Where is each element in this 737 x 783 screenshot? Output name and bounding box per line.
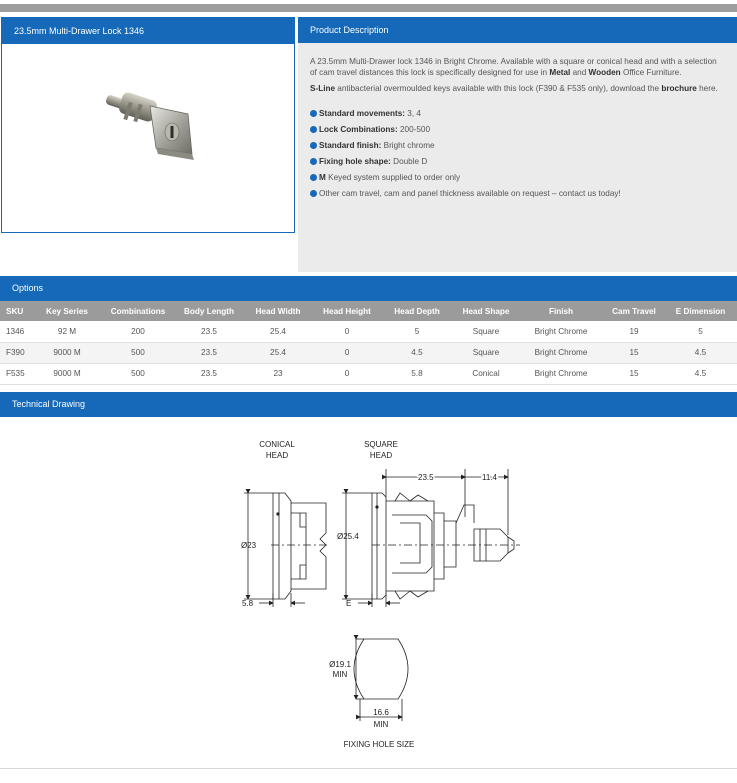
bullet-value: 3, 4 [405, 109, 421, 118]
desc-text: antibacterial overmoulded keys available with this lock (F390 & F535 only), download the [335, 84, 662, 93]
feature-list [310, 108, 723, 199]
cell-body-length: 23.5 [176, 363, 242, 384]
square-label-line1: SQUARE [364, 440, 398, 449]
table-row [0, 363, 737, 384]
cell-head-height: 0 [314, 321, 380, 342]
screw-dot [276, 512, 279, 515]
list-item [310, 140, 723, 151]
dim-191-label-line2: MIN [332, 670, 348, 679]
cell-head-width: 23 [242, 363, 314, 384]
cell-key-series: 9000 M [34, 363, 100, 384]
cell-head-height: 0 [314, 363, 380, 384]
fixing-hole-caption: FIXING HOLE SIZE [343, 740, 415, 749]
cell-key-series: 92 M [34, 321, 100, 342]
dim-191-label-line1: Ø19.1 [329, 660, 351, 669]
dim-58-label: 5.8 [242, 599, 254, 608]
cell-cam-travel: 15 [604, 342, 664, 363]
description-paragraph-2 [310, 83, 723, 94]
col-body-length: Body Length [176, 301, 242, 321]
screw-dot [375, 505, 378, 508]
description-body [298, 43, 737, 199]
desc-text: Office Furniture. [620, 68, 682, 77]
list-item [310, 172, 723, 183]
conical-label-line1: CONICAL [259, 440, 295, 449]
cell-head-width: 25.4 [242, 321, 314, 342]
dim-235-label: 23.5 [418, 473, 434, 482]
conical-label-line2: HEAD [265, 451, 289, 460]
table-header-row [0, 301, 737, 321]
cell-e-dimension: 4.5 [664, 342, 737, 363]
description-paragraph-1 [310, 56, 723, 78]
dim-254-label: Ø25.4 [337, 532, 359, 541]
cell-body-length: 23.5 [176, 321, 242, 342]
bullet-value: Bright chrome [381, 141, 435, 150]
bullet-label: M [319, 173, 326, 182]
table-row [0, 321, 737, 342]
cell-head-width: 25.4 [242, 342, 314, 363]
col-sku: SKU [0, 301, 34, 321]
desc-text: here. [696, 84, 718, 93]
desc-text: A 23.5mm Multi-Drawer lock 1346 in Bright Chrome. Available with a square or conical head and with a selection of cam travel distances this lock is specifically designed for use in [310, 57, 717, 77]
bullet-value: Other cam travel, cam and panel thickness available on request – contact us today! [319, 189, 621, 198]
bullet-label: Standard finish: [319, 141, 382, 150]
cell-head-shape: Square [454, 321, 518, 342]
dim-e-label: E [346, 599, 352, 608]
list-item [310, 108, 723, 119]
cell-head-depth: 5 [380, 321, 454, 342]
dim-166-label-line1: 16.6 [373, 708, 389, 717]
description-header: Product Description [298, 17, 737, 43]
cell-sku: F535 [0, 363, 34, 384]
desc-text: and [570, 68, 589, 77]
cell-head-shape: Square [454, 342, 518, 363]
bullet-label: Lock Combinations: [319, 125, 398, 134]
desc-sline: S-Line [310, 84, 336, 93]
fixing-hole-outline [354, 639, 408, 699]
product-card [1, 17, 295, 233]
brochure-link[interactable]: brochure [661, 84, 697, 93]
bullet-label: Standard movements: [319, 109, 405, 118]
square-body-outline [386, 501, 434, 591]
col-finish: Finish [518, 301, 604, 321]
top-divider [0, 4, 737, 12]
cell-cam-travel: 15 [604, 363, 664, 384]
list-item [310, 156, 723, 167]
table-row [0, 342, 737, 363]
cell-finish: Bright Chrome [518, 363, 604, 384]
cell-combinations: 500 [100, 363, 176, 384]
col-head-height: Head Height [314, 301, 380, 321]
cell-finish: Bright Chrome [518, 342, 604, 363]
desc-metal: Metal [549, 68, 571, 77]
square-label-line2: HEAD [369, 451, 393, 460]
desc-wooden: Wooden [588, 68, 621, 77]
product-photo [2, 44, 294, 232]
bullet-value: Double D [390, 157, 428, 166]
cell-head-depth: 4.5 [380, 342, 454, 363]
square-head-outline [372, 493, 386, 599]
bullet-value: Keyed system supplied to order only [325, 173, 461, 182]
cell-head-shape: Conical [454, 363, 518, 384]
cell-head-height: 0 [314, 342, 380, 363]
description-panel [298, 17, 737, 272]
dim-166-label-line2: MIN [373, 720, 389, 729]
dim-114-label: 11.4 [482, 473, 497, 482]
options-header: Options [0, 276, 737, 301]
cell-body-length: 23.5 [176, 342, 242, 363]
product-title: 23.5mm Multi-Drawer Lock 1346 [2, 18, 294, 44]
col-e-dimension: E Dimension [664, 301, 737, 321]
bottom-divider [0, 768, 737, 769]
options-table [0, 301, 737, 385]
cell-key-series: 9000 M [34, 342, 100, 363]
bullet-value: 200-500 [397, 125, 431, 134]
cell-head-depth: 5.8 [380, 363, 454, 384]
list-item [310, 188, 723, 199]
cell-sku: 1346 [0, 321, 34, 342]
col-combinations: Combinations [100, 301, 176, 321]
col-cam-travel: Cam Travel [604, 301, 664, 321]
cell-combinations: 200 [100, 321, 176, 342]
cell-sku: F390 [0, 342, 34, 363]
col-head-shape: Head Shape [454, 301, 518, 321]
col-head-width: Head Width [242, 301, 314, 321]
list-item [310, 124, 723, 135]
cell-e-dimension: 4.5 [664, 363, 737, 384]
bullet-label: Fixing hole shape: [319, 157, 391, 166]
col-head-depth: Head Depth [380, 301, 454, 321]
cell-e-dimension: 5 [664, 321, 737, 342]
dim-23-label: Ø23 [241, 541, 257, 550]
cell-combinations: 500 [100, 342, 176, 363]
conical-head-outline [273, 493, 291, 599]
technical-drawing-header: Technical Drawing [0, 392, 737, 417]
col-key-series: Key Series [34, 301, 100, 321]
technical-drawing [0, 417, 737, 777]
conical-body-outline [291, 503, 326, 589]
cell-cam-travel: 19 [604, 321, 664, 342]
cell-finish: Bright Chrome [518, 321, 604, 342]
